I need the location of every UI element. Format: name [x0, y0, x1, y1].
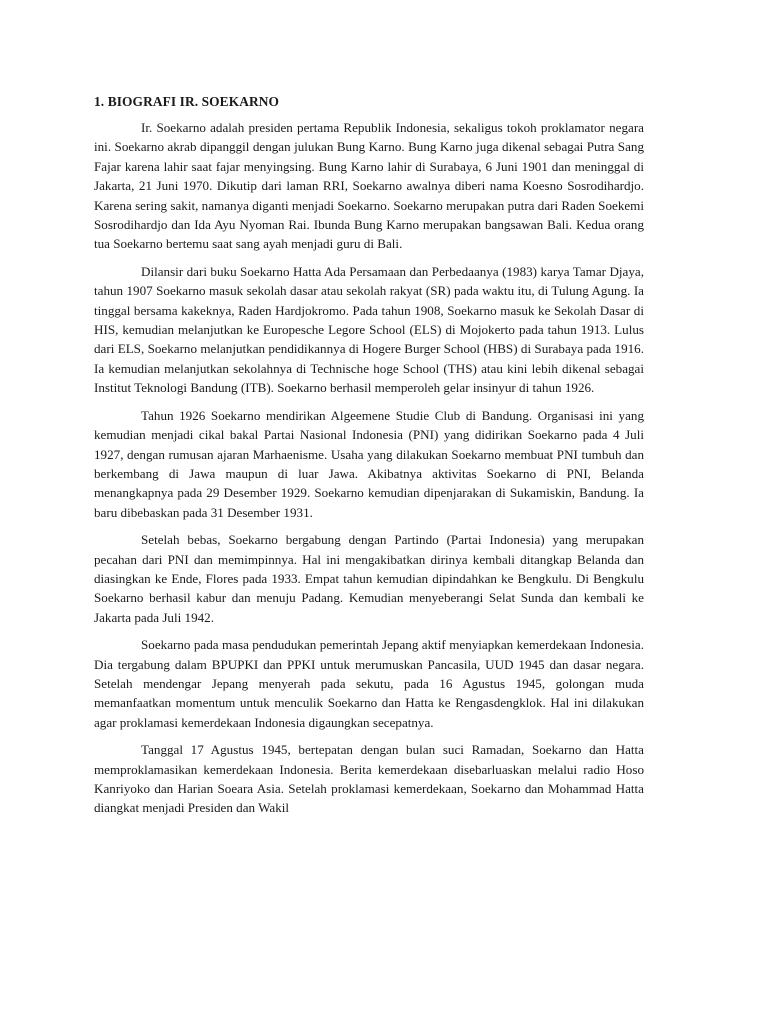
paragraph-japanese-occupation: Soekarno pada masa pendudukan pemerintah Jepang aktif menyiapkan kemerdekaan Indonesia. Dia tergabung dalam BPUPKI dan PPKI untuk merumuskan Pancasila, UUD 1945 dan dasar negara. Setelah mendengar Jepang menyerah pada sekutu, pada 16 Agustus 1945, golongan muda memanfaatkan momentum untuk menculik Soekarno dan Hatta ke Rengasdengklok. Hal ini dilakukan agar proklamasi kemerdekaan Indonesia digaungkan secepatnya. [94, 637, 644, 730]
paragraph-partindo-exile: Setelah bebas, Soekarno bergabung dengan Partindo (Partai Indonesia) yang merupakan pecahan dari PNI dan memimpinnya. Hal ini mengakibatkan dirinya kembali ditangkap Belanda dan diasingkan ke Ende, Flores pada 1933. Empat tahun kemudian dipindahkan ke Bengkulu. Di Bengkulu Soekarno berhasil kabur dan menuju Padang. Kemudian menyeberangi Selat Sunda dan kembali ke Jakarta pada Juli 1942. [94, 532, 644, 625]
section-heading: 1. BIOGRAFI IR. SOEKARNO [94, 94, 280, 109]
paragraph-proclamation: Tanggal 17 Agustus 1945, bertepatan dengan bulan suci Ramadan, Soekarno dan Hatta memproklamasikan kemerdekaan Indonesia. Berita kemerdekaan disebarluaskan melalui radio Hoso Kanriyoko dan Harian Soeara Asia. Setelah proklamasi kemerdekaan, Soekarno dan Mohammad Hatta diangkat menjadi Presiden dan Wakil [94, 742, 644, 816]
paragraph-early-life: Ir. Soekarno adalah presiden pertama Republik Indonesia, sekaligus tokoh proklamator negara ini. Soekarno akrab dipanggil dengan julukan Bung Karno. Bung Karno juga dikenal sebagai Putra Sang Fajar karena lahir saat fajar menyingsing. Bung Karno lahir di Surabaya, 6 Juni 1901 dan meninggal di Jakarta, 21 Juni 1970. Dikutip dari laman RRI, Soekarno awalnya diberi nama Koesno Sosrodihardjo. Karena sering sakit, namanya diganti menjadi Soekarno. Soekarno merupakan putra dari Raden Soekemi Sosrodihardjo dan Ida Ayu Nyoman Rai. Ibunda Bung Karno merupakan bangsawan Bali. Kedua orang tua Soekarno bertemu saat sang ayah menjadi guru di Bali. [94, 120, 644, 252]
document-page [94, 92, 644, 826]
paragraph-education: Dilansir dari buku Soekarno Hatta Ada Persamaan dan Perbedaanya (1983) karya Tamar Djaya, tahun 1907 Soekarno masuk sekolah dasar atau sekolah rakyat (SR) pada waktu itu, di Tulung Agung. Ia tinggal bersama kakeknya, Raden Hardjokromo. Pada tahun 1908, Soekarno masuk ke Sekolah Dasar di HIS, kemudian melanjutkan ke Europesche Legore School (ELS) di Mojokerto pada tahun 1913. Lulus dari ELS, Soekarno melanjutkan pendidikannya di Hogere Burger School (HBS) di Surabaya pada 1916. Ia kemudian melanjutkan sekolahnya di Technische hoge School (THS) atau kini lebih dikenal sebagai Institut Teknologi Bandung (ITB). Soekarno berhasil memperoleh gelar insinyur di tahun 1926. [94, 263, 644, 396]
paragraph-pni: Tahun 1926 Soekarno mendirikan Algeemene Studie Club di Bandung. Organisasi ini yang kemudian menjadi cikal bakal Partai Nasional Indonesia (PNI) yang didirikan Soekarno pada 4 Juli 1927, dengan rumusan ajaran Marhaenisme. Usaha yang dilakukan Soekarno membuat PNI tumbuh dan berkembang di Jawa maupun di luar Jawa. Akibatnya aktivitas Soekarno di PNI, Belanda menangkapnya pada 29 Desember 1929. Soekarno kemudian dipenjarakan di Sukamiskin, Bandung. Ia baru dibebaskan pada 31 Desember 1931. [94, 407, 644, 520]
